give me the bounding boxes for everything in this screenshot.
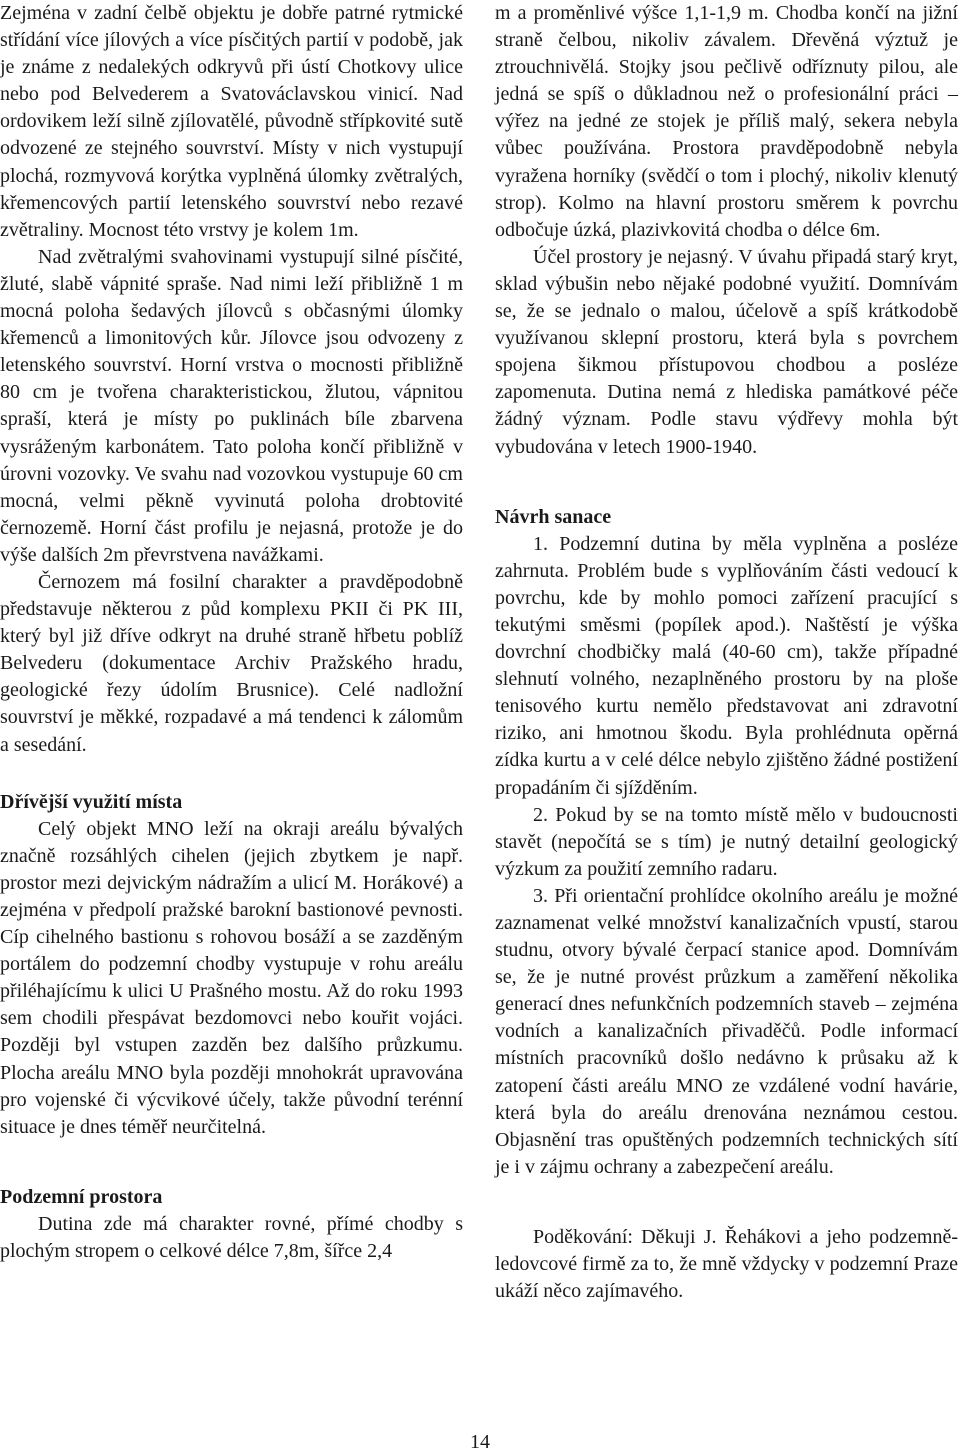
paragraph-underground-space: Dutina zde má charakter rovné, přímé chodby s plochým stropem o celkové délce 7,8m, šířce 2,4 bbox=[0, 1212, 463, 1263]
right-column bbox=[495, 0, 958, 1305]
heading-former-use: Dřívější využití místa bbox=[0, 790, 183, 813]
paragraph-acknowledgement: Poděkování: Děkuji J. Řehákovi a jeho podzemně-ledovcové firmě za to, že mně vždycky v podzemní Praze ukáží něco zajímavého. bbox=[495, 1225, 958, 1303]
paragraph-loess-layers: Nad zvětralými svahovinami vystupují silné písčité, žluté, slabě vápnité spraše. Nad nimi leží přibližně 1 m mocná poloha šedavých jílovců s občasnými úlomky křemenců a limonitových kůr. Jílovce jsou odvozeny z letenského souvrství. Horní vrstva o mocnosti přibližně 80 cm je tvořena charakteristickou, žlutou, vápnitou spraší, která je místy po puklinách bíle zbarvena vysráženým karbonátem. Tato poloha končí přibližně v úrovni vozovky. Ve svahu nad vozovkou vystupuje 60 cm mocná, velmi pěkně vyvinutá poloha drobtovité černozemě. Horní část profilu je nejasná, protože je do výše dalších 2m převrstvena navážkami. bbox=[0, 245, 463, 566]
heading-underground-space: Podzemní prostora bbox=[0, 1185, 163, 1208]
paragraph-geology-intro: Zejména v zadní čelbě objektu je dobře patrné rytmické střídání více jílových a více písčitých partií v podobě, jak je známe z nedalekých odkryvů při ústí Chotkovy ulice nebo pod Belvederem a Svatováclavskou vinicí. Nad ordovikem leží silně zjílovatělé, původně střípkovité sutě odvozené ze stejného souvrství. Místy v nich vystupují plochá, rozmyvová korýtka vyplněná úlomky zvětralých, křemencových partií letenského souvrství nebo rezavé zvětraliny. Mocnost této vrstvy je kolem 1m. bbox=[0, 2, 463, 241]
page-number: 14 bbox=[470, 1431, 490, 1453]
left-column bbox=[0, 0, 463, 1265]
remediation-item-3: 3. Při orientační prohlídce okolního areálu je možné zaznamenat velké množství kanalizačních vpustí, starou studnu, otvory bývalé čerpací stanice apod. Domnívám se, že je nutné provést průzkum a zaměření několika generací dnes nefunkčních podzemních staveb – zejména vodních a kanalizačních přivaděčů. Podle informací místních pracovníků došlo nedávno k průsaku až k zatopení části areálu MNO ze vzdálené vodní havárie, která byla do areálu drenována neznámou cestou. Objasnění tras opuštěných podzemních technických sítí je i v zájmu ochrany a zabezpečení areálu. bbox=[495, 884, 958, 1178]
remediation-item-2: 2. Pokud by se na tomto místě mělo v budoucnosti stavět (nepočítá se s tím) je nutný detailní geologický výzkum za použití zemního radaru. bbox=[495, 803, 958, 880]
paragraph-purpose: Účel prostory je nejasný. V úvahu připadá starý kryt, sklad výbušin nebo nějaké podobné využití. Domnívám se, že se jednalo o malou, účelově a spíš krátkodobě využívanou sklepní prostoru, která byla s povrchem spojena šikmou přístupovou chodbou a posléze zapomenuta. Dutina nemá z hlediska památkové péče žádný význam. Podle stavu výdřevy mohla být vybudována v letech 1900-1940. bbox=[495, 245, 958, 458]
paragraph-chernozem: Černozem má fosilní charakter a pravděpodobně představuje některou z půd komplexu PKII či PK III, který byl již dříve odkryt na druhé straně hřbetu poblíž Belvederu (dokumentace Archiv Pražského hradu, geologické řezy údolím Brusnice). Celé nadložní souvrství je měkké, rozpadavé a má tendenci k zálomům a sesedání. bbox=[0, 570, 463, 756]
paragraph-corridor-description: m a proměnlivé výšce 1,1-1,9 m. Chodba končí na jižní straně čelbou, nikoliv závalem. Dřevěná výztuž je ztrouchnivělá. Stojky jsou pečlivě odříznuty pilou, ale jedná se spíš o důkladnou než o profesionální práci – výřez na jedné ze stojek je příliš malý, sekera nebyla vůbec používána. Prostora pravděpodobně nebyla vyražena horníky (svědčí o tom i plochý, nikoliv klenutý strop). Kolmo na hlavní prostoru směrem k povrchu odbočuje úzká, plazivkovitá chodba o délce 6m. bbox=[495, 2, 958, 241]
paragraph-former-use: Celý objekt MNO leží na okraji areálu bývalých značně rozsáhlých cihelen (jejich zbytkem je např. prostor mezi dejvickým nádražím a ulicí M. Horákové) a zejména v předpolí pražské barokní bastionové pevnosti. Cíp cihelného bastionu s rohovou bosáží a se zazděným portálem do podzemní chodby vystupuje v rohu areálu přiléhajícímu k ulici U Prašného mostu. Až do roku 1993 sem chodili přespávat bezdomovci nebo kouřit vojáci. Později byl vstupen zazděn bez dalšího průzkumu. Plocha areálu MNO byla později mnohokrát upravována pro vojenské či výcvikové účely, takže původní terénní situace je dnes téměř neurčitelná. bbox=[0, 817, 463, 1138]
remediation-item-1: 1. Podzemní dutina by měla vyplněna a posléze zahrnuta. Problém bude s vyplňováním části vedoucí k povrchu, kde by mohlo pomoci zařízení pracující s tekutými směsmi (popílek apod.). Naštěstí je výška dovrchní chodbičky malá (40-60 cm), takže případné slehnutí volného, nezaplněného prostoru by na ploše tenisového kurtu nemělo představovat ani zdravotní riziko, ani hmotnou škodu. Byla prohlédnuta opěrná zídka kurtu a v celé délce nebylo zjištěno žádné postižení propadáním či sjížděním. bbox=[495, 532, 958, 799]
heading-remediation: Návrh sanace bbox=[495, 505, 612, 528]
